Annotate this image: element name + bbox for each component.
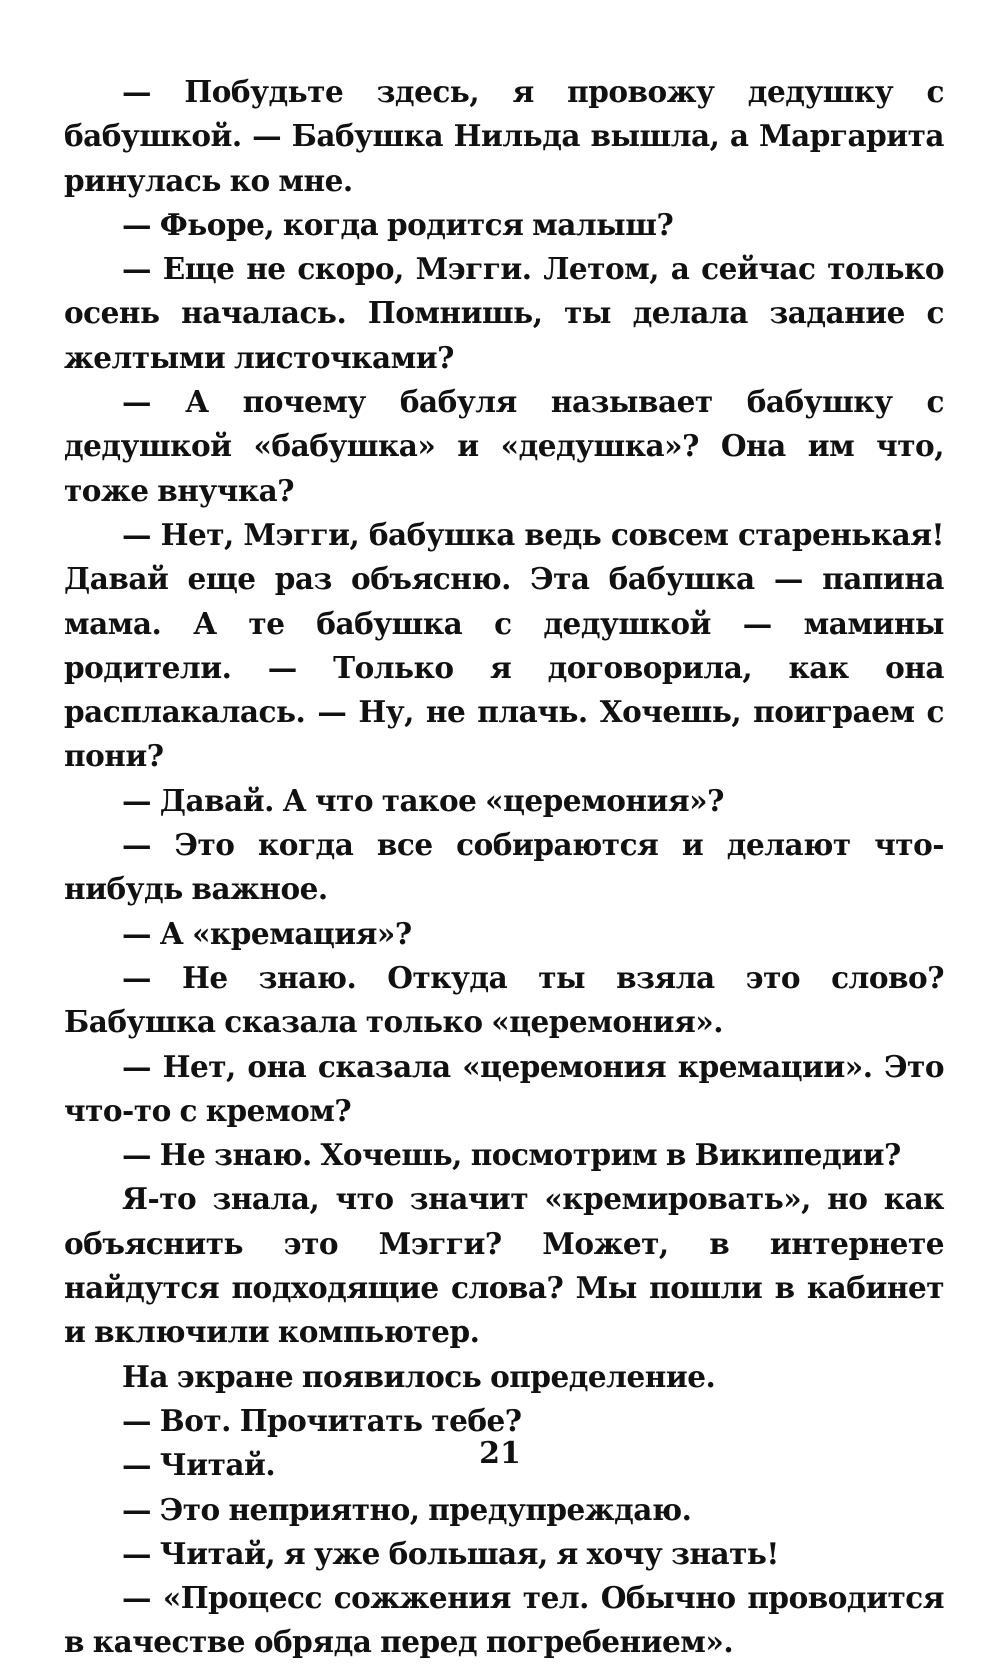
paragraph: — Нет, Мэгги, бабушка ведь совсем старенькая! Давай еще раз объясню. Эта бабушка — папина мама. А те бабушка с дедушкой — мамины родители. — Только я договорила, как она расплакалась. — Ну, не плачь. Хочешь, поиграем с пони? (64, 516, 944, 774)
paragraph: — Побудьте здесь, я провожу дедушку с бабушкой. — Бабушка Нильда вышла, а Маргарита ринулась ко мне. (64, 74, 944, 198)
paragraph: — Читай, я уже большая, я хочу знать! (122, 1535, 779, 1571)
paragraph: — Давай. А что такое «церемония»? (122, 782, 724, 818)
paragraph: — Не знаю. Откуда ты взяла это слово? Бабушка сказала только «церемония». (64, 959, 944, 1040)
paragraph: — А почему бабуля называет бабушку с дедушкой «бабушка» и «дедушка»? Она им что, тоже внучка? (64, 384, 944, 508)
paragraph: — Это неприятно, предупреждаю. (122, 1491, 692, 1527)
paragraph: — Читай. (122, 1447, 276, 1483)
paragraph: — Вот. Прочитать тебе? (122, 1402, 522, 1438)
paragraph: — Фьоре, когда родится малыш? (122, 206, 674, 242)
paragraph: — Еще не скоро, Мэгги. Летом, а сейчас только осень началась. Помнишь, ты делала задание с желтыми листочками? (64, 251, 944, 375)
page-text (64, 70, 944, 1665)
paragraph: — Не знаю. Хочешь, посмотрим в Википедии? (122, 1137, 901, 1173)
paragraph: — Это когда все собираются и делают что-нибудь важное. (64, 827, 944, 907)
paragraph: — «Процесс сожжения тел. Обычно проводится в качестве обряда перед погребением». (64, 1580, 944, 1660)
paragraph: — А «кремация»? (122, 915, 412, 951)
paragraph: — Нет, она сказала «церемония кремации». Это что-то с кремом? (64, 1048, 944, 1128)
page-number: 21 (479, 1436, 521, 1471)
paragraph: На экране появилось определение. (122, 1358, 716, 1394)
paragraph: Я-то знала, что значит «кремировать», но как объяснить это Мэгги? Может, в интернете найдутся подходящие слова? Мы пошли в кабинет и включили компьютер. (64, 1181, 944, 1350)
